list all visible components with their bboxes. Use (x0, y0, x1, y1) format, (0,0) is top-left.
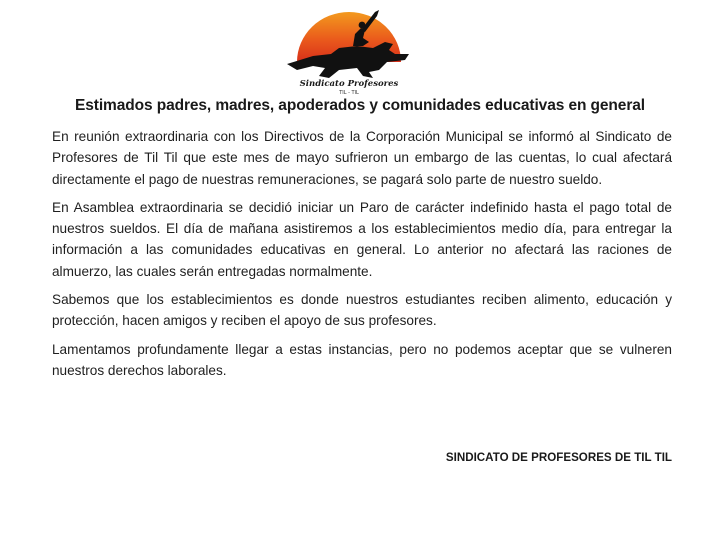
sindicato-logo (283, 4, 415, 96)
logo-subtext: TIL - TIL (339, 90, 359, 96)
logo-text: Sindicato Profesores (299, 79, 399, 89)
paragraph-1: En reunión extraordinaria con los Directivos de la Corporación Municipal se informó al Sindicato de Profesores de Til Til que este mes de mayo sufrieron un embargo de las cuentas, lo cual afectará directamente el pago de nuestras remuneraciones, se pagará solo parte de nuestro sueldo. (52, 129, 672, 187)
rider-head (359, 22, 366, 29)
paragraph-3: Sabemos que los establecimientos es donde nuestros estudiantes reciben alimento, educación y protección, hacen amigos y reciben el apoyo de sus profesores. (52, 292, 672, 329)
paragraph-2: En Asamblea extraordinaria se decidió iniciar un Paro de carácter indefinido hasta el pago total de nuestros sueldos. El día de mañana asistiremos a los establecimientos medio día, para entregar la información a las comunidades educativas en general. Lo anterior no afectará las raciones de almuerzo, las cuales serán entregadas normalmente. (52, 199, 672, 279)
paragraph-4: Lamentamos profundamente llegar a estas instancias, pero no podemos aceptar que se vulneren nuestros derechos laborales. (52, 341, 672, 378)
rider-sun-emblem-icon (283, 4, 415, 96)
document-body (52, 126, 672, 388)
document-heading: Estimados padres, madres, apoderados y comunidades educativas en general (75, 97, 645, 114)
signature: SINDICATO DE PROFESORES DE TIL TIL (445, 451, 672, 464)
